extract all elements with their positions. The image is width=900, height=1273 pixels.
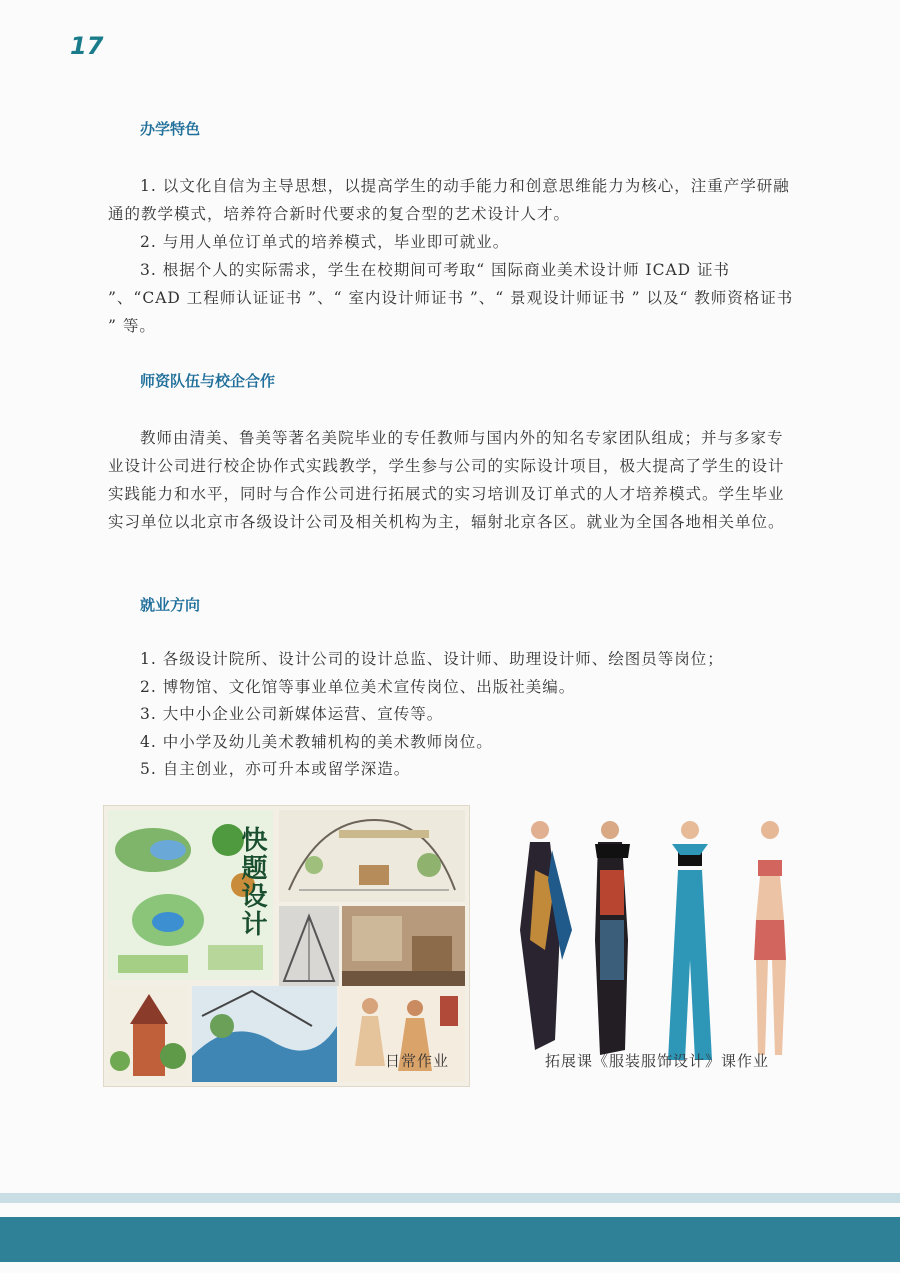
landscape-watercolor-image [192,986,337,1082]
features-heading: 办学特色 [140,120,201,138]
faculty-heading: 师资队伍与校企合作 [140,372,276,390]
employment-heading: 就业方向 [140,596,201,614]
fashion-figure-1 [520,821,572,1050]
employment-item-1: 1. 各级设计院所、设计公司的设计总监、设计师、助理设计师、绘图员等岗位； [140,650,724,668]
employment-item-5: 5. 自主创业，亦可升本或留学深造。 [140,760,411,778]
fashion-figure-4 [754,821,786,1055]
building-sketch-image [279,906,339,986]
employment-item-2: 2. 博物馆、文化馆等事业单位美术宣传岗位、出版社美编。 [140,677,576,696]
features-list [108,172,798,340]
features-item-1: 1. 以文化自信为主导思想，以提高学生的动手能力和创意思维能力为核心，注重产学研融通的教学模式，培养符合新时代要求的复合型的艺术设计人才。 [108,177,790,223]
collage-caption: 日常作业 [385,1052,450,1070]
employment-item-3: 3. 大中小企业公司新媒体运营、宣传等。 [140,705,444,723]
interior-photo-image [342,906,465,986]
footer-band-dark [0,1217,900,1262]
faculty-paragraph-block [108,424,798,536]
fashion-illustrations [500,810,810,1080]
footer-band-light [0,1193,900,1203]
fashion-caption: 拓展课《服装服饰设计》课作业 [545,1052,770,1070]
collage-title: 快题设计 [237,826,267,938]
tower-watercolor-image [108,986,188,1082]
fashion-figures-image [500,810,810,1080]
fashion-figure-3 [668,821,712,1060]
interior-perspective-image [279,810,465,902]
employment-item-4: 4. 中小学及幼儿美术教辅机构的美术教师岗位。 [140,732,493,751]
fashion-figure-2 [595,821,630,1055]
features-item-2: 2. 与用人单位订单式的培养模式，毕业即可就业。 [140,233,510,251]
features-item-3: 3. 根据个人的实际需求，学生在校期间可考取“ 国际商业美术设计师 ICAD 证书 ”、“CAD 工程师认证证书 ”、“ 室内设计师证书 ”、“ 景观设计师证书 ” 以及“ 教师资格证书 ” 等。 [108,261,794,335]
collage-title-tile [234,826,279,951]
student-works-collage [103,805,470,1087]
faculty-paragraph: 教师由清美、鲁美等著名美院毕业的专任教师与国内外的知名专家团队组成；并与多家专业设计公司进行校企协作式实践教学，学生参与公司的实际设计项目，极大提高了学生的设计实践能力和水平，同时与合作公司进行拓展式的实习培训及订单式的人才培养模式。学生毕业实习单位以北京市各级设计公司及相关机构为主，辐射北京各区。就业为全国各地相关单位。 [108,429,785,531]
employment-list [140,646,800,784]
page-number: 17 [70,32,104,60]
